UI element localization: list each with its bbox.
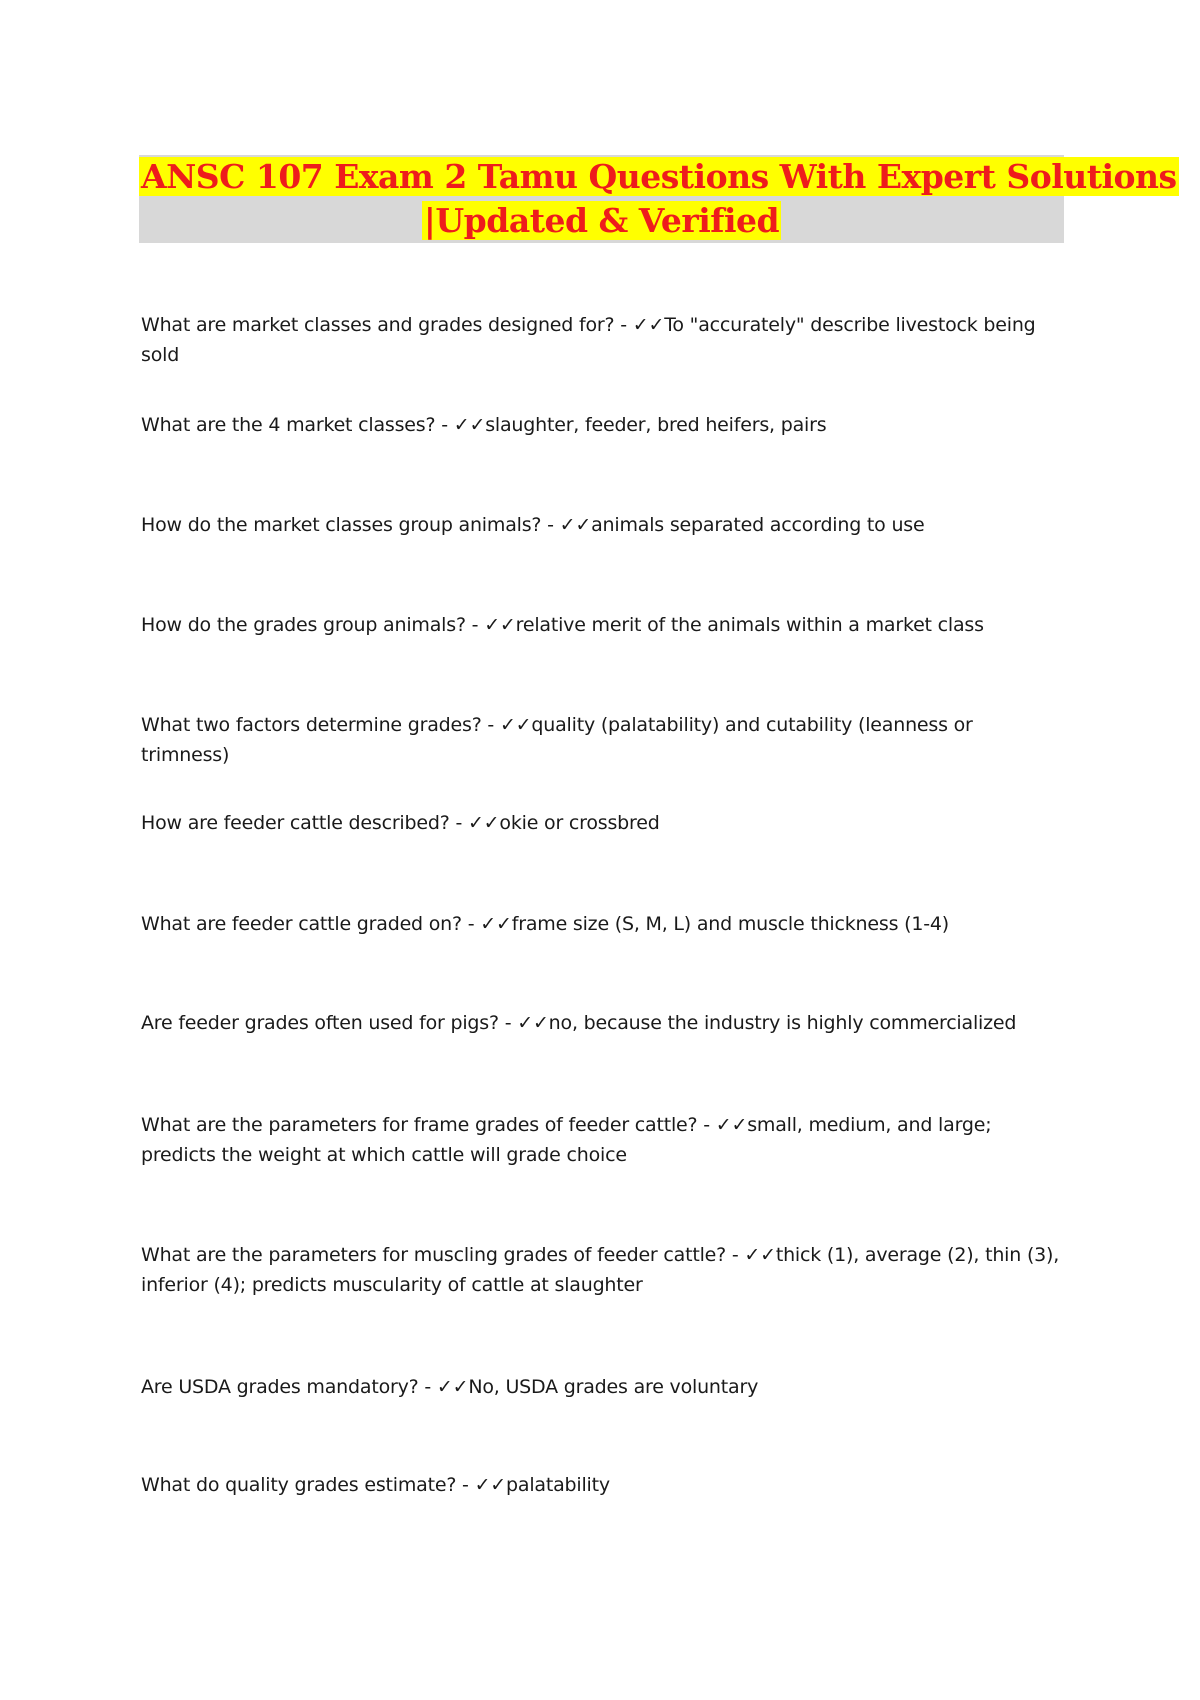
question-text: How do the grades group animals? bbox=[141, 614, 466, 636]
qa-item bbox=[141, 410, 1066, 440]
separator: - bbox=[461, 913, 481, 935]
separator: - bbox=[449, 812, 468, 834]
separator: - bbox=[435, 414, 454, 436]
double-check-icon: ✓✓ bbox=[453, 414, 486, 436]
qa-item bbox=[141, 310, 1066, 370]
question-text: What two factors determine grades? bbox=[141, 714, 482, 736]
title-text-1: ANSC 107 Exam 2 Tamu Questions With Expert Solutions bbox=[141, 157, 1177, 196]
qa-item bbox=[141, 710, 1066, 770]
qa-item bbox=[141, 1372, 1066, 1402]
answer-text: slaughter, feeder, bred heifers, pairs bbox=[485, 414, 827, 436]
question-text: Are feeder grades often used for pigs? bbox=[141, 1012, 499, 1034]
qa-item bbox=[141, 909, 1066, 939]
answer-text: No, USDA grades are voluntary bbox=[468, 1376, 759, 1398]
answer-text: thick (1), average (2), thin (3), inferior (4); predicts muscularity of cattle at slaughter bbox=[141, 1244, 1060, 1296]
title-line-2 bbox=[139, 199, 1064, 243]
separator: - bbox=[498, 1012, 518, 1034]
question-text: What do quality grades estimate? bbox=[141, 1474, 457, 1496]
separator: - bbox=[465, 614, 485, 636]
qa-item bbox=[141, 610, 1066, 640]
double-check-icon: ✓✓ bbox=[517, 1012, 549, 1034]
double-check-icon: ✓✓ bbox=[744, 1244, 776, 1266]
double-check-icon: ✓✓ bbox=[499, 714, 532, 736]
qa-item bbox=[141, 1008, 1066, 1038]
answer-text: frame size (S, M, L) and muscle thickness (1-4) bbox=[511, 913, 949, 935]
question-text: What are the parameters for muscling grades of feeder cattle? bbox=[141, 1244, 727, 1266]
qa-item bbox=[141, 1110, 1066, 1170]
question-text: How do the market classes group animals? bbox=[141, 514, 542, 536]
title-line-1 bbox=[139, 155, 1177, 199]
qa-item bbox=[141, 1470, 1066, 1500]
separator: - bbox=[697, 1114, 716, 1136]
question-text: What are market classes and grades designed for? bbox=[141, 314, 615, 336]
title-text-2: |Updated & Verified bbox=[423, 201, 780, 240]
separator: - bbox=[614, 314, 633, 336]
double-check-icon: ✓✓ bbox=[436, 1376, 469, 1398]
separator: - bbox=[541, 514, 560, 536]
question-text: How are feeder cattle described? bbox=[141, 812, 450, 834]
double-check-icon: ✓✓ bbox=[484, 614, 516, 636]
double-check-icon: ✓✓ bbox=[559, 514, 592, 536]
separator: - bbox=[481, 714, 500, 736]
double-check-icon: ✓✓ bbox=[715, 1114, 748, 1136]
answer-text: palatability bbox=[506, 1474, 610, 1496]
answer-text: relative merit of the animals within a market class bbox=[515, 614, 984, 636]
separator: - bbox=[418, 1376, 437, 1398]
question-text: What are the 4 market classes? bbox=[141, 414, 436, 436]
question-text: Are USDA grades mandatory? bbox=[141, 1376, 419, 1398]
answer-text: quality (palatability) and cutability (leanness or trimness) bbox=[141, 714, 973, 766]
qa-item bbox=[141, 510, 1066, 540]
separator: - bbox=[456, 1474, 475, 1496]
double-check-icon: ✓✓ bbox=[474, 1474, 507, 1496]
qa-item bbox=[141, 1240, 1066, 1300]
answer-text: no, because the industry is highly commercialized bbox=[548, 1012, 1017, 1034]
double-check-icon: ✓✓ bbox=[632, 314, 665, 336]
separator: - bbox=[726, 1244, 745, 1266]
answer-text: okie or crossbred bbox=[499, 812, 660, 834]
double-check-icon: ✓✓ bbox=[480, 913, 512, 935]
question-text: What are feeder cattle graded on? bbox=[141, 913, 462, 935]
qa-item bbox=[141, 808, 1066, 838]
answer-text: To "accurately" describe livestock being sold bbox=[141, 314, 1036, 366]
document-title bbox=[139, 155, 1177, 243]
question-text: What are the parameters for frame grades of feeder cattle? bbox=[141, 1114, 698, 1136]
answer-text: animals separated according to use bbox=[591, 514, 925, 536]
answer-text: small, medium, and large; predicts the weight at which cattle will grade choice bbox=[141, 1114, 992, 1166]
double-check-icon: ✓✓ bbox=[467, 812, 500, 834]
